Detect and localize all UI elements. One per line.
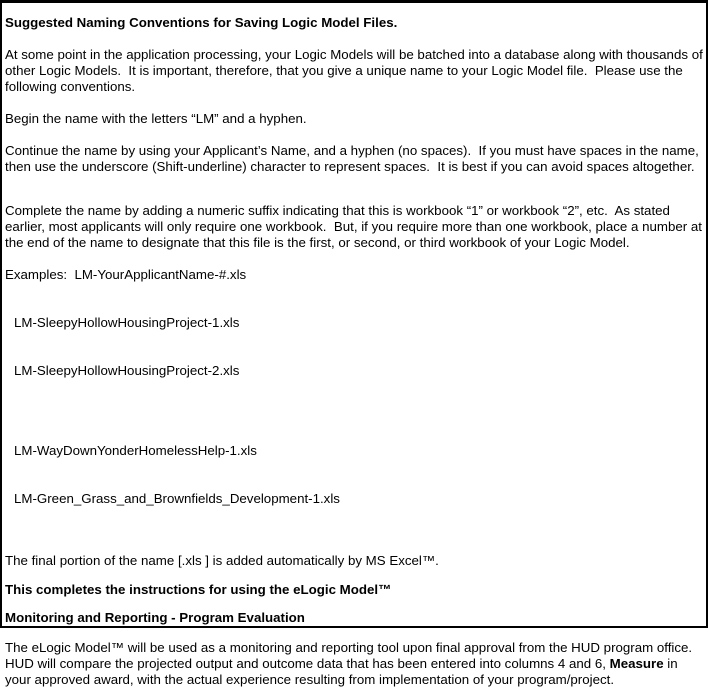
paragraph-begin-name: Begin the name with the letters “LM” and a hyphen.	[5, 111, 307, 126]
example-file-group-1	[5, 283, 704, 411]
monitoring-text-before: The eLogic Model™ will be used as a monitoring and reporting tool upon final approval from the HUD program office. HUD will compare the projected output and outcome data that has been entered into columns 4 and 6,	[5, 640, 696, 671]
example-filename: LM-SleepyHollowHousingProject-2.xls	[14, 363, 240, 378]
paragraph-continue-name: Continue the name by using your Applicant’s Name, and a hyphen (no spaces). If you must have spaces in the name, then use the underscore (Shift-underline) character to represent spaces. It is best if you can avoid spaces altogether.	[5, 143, 703, 174]
paragraph-complete-name: Complete the name by adding a numeric suffix indicating that this is workbook “1” or workbook “2”, etc. As stated earlier, most applicants will only require one workbook. But, if you require more than one workbook, place a number at the end of the name to designate that this file is the first, or second, or third workbook of your Logic Model.	[5, 203, 706, 250]
example-file-group-2	[5, 411, 704, 539]
paragraph-monitoring	[5, 640, 704, 688]
example-filename: LM-SleepyHollowHousingProject-1.xls	[14, 315, 240, 330]
completes-instructions-heading: This completes the instructions for using the eLogic Model™	[5, 582, 392, 597]
monitoring-reporting-heading: Monitoring and Reporting - Program Evaluation	[5, 610, 305, 625]
example-filename: LM-WayDownYonderHomelessHelp-1.xls	[14, 443, 257, 458]
paragraph-final-portion: The final portion of the name [.xls ] is added automatically by MS Excel™.	[5, 553, 439, 568]
document-title: Suggested Naming Conventions for Saving Logic Model Files.	[5, 15, 398, 30]
paragraph-intro: At some point in the application processing, your Logic Models will be batched into a database along with thousands of other Logic Models. It is important, therefore, that you give a unique name to your Logic Model file. Please use the following conventions.	[5, 47, 707, 94]
example-filename: LM-Green_Grass_and_Brownfields_Development-1.xls	[14, 491, 340, 506]
document-content	[2, 3, 706, 688]
examples-label: Examples: LM-YourApplicantName-#.xls	[5, 267, 247, 282]
monitoring-bold-word: Measure	[609, 656, 664, 671]
monitoring-text-after: in your approved award, with the actual experience resulting from implementation of your program/project.	[5, 656, 682, 687]
